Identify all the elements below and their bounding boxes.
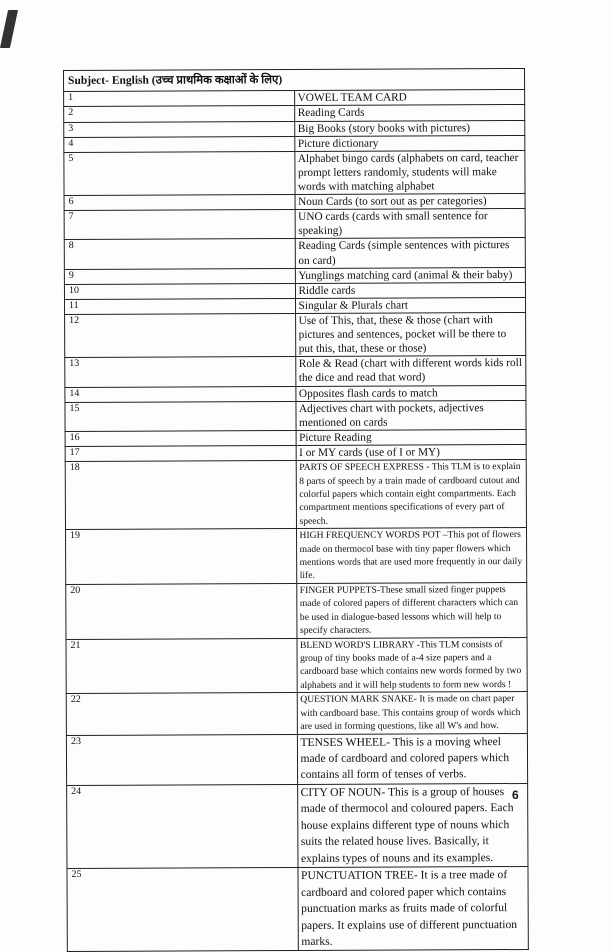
row-text: I or MY cards (use of I or MY) — [296, 444, 527, 460]
page-number: 6 — [512, 788, 519, 802]
row-number: 25 — [67, 868, 298, 952]
row-number: 21 — [66, 638, 297, 694]
row-text: TENSES WHEEL- This is a moving wheel made of cardboard and colored papers which contains all form of tenses of verbs. — [297, 733, 528, 784]
table-row — [66, 637, 527, 694]
row-number: 1 — [64, 91, 295, 107]
row-text: Alphabet bingo cards (alphabets on card, teacher prompt letters randomly, students will make words with matching alphabet — [294, 150, 525, 194]
table-row — [66, 528, 527, 585]
row-number: 24 — [67, 784, 298, 868]
row-text: BLEND WORD'S LIBRARY -This TLM consists of group of tiny books made of a-4 size papers and a cardboard base which contains new words formed by two alphabets and it will help students to form new words ! — [296, 637, 527, 693]
row-text: PARTS OF SPEECH EXPRESS - This TLM is to explain 8 parts of speech by a train made of cardboard cutout and colorful papers which contain eight compartments. Each compartment mentions specifications of every part of speech. — [296, 460, 527, 529]
row-number: 9 — [64, 268, 295, 284]
row-number: 19 — [66, 529, 297, 585]
subject-header-row — [64, 68, 525, 91]
table-row — [65, 356, 526, 387]
row-number: 12 — [65, 314, 296, 358]
row-number: 14 — [65, 386, 296, 402]
row-number: 16 — [65, 430, 296, 446]
row-text: FINGER PUPPETS-These small sized finger puppets made of colored papers of different characters which can be used in dialogue-based lessons which will help to specify characters. — [296, 582, 527, 638]
row-number: 3 — [64, 121, 295, 137]
table-row — [64, 120, 525, 137]
table-row — [66, 692, 527, 735]
row-text: Reading Cards (simple sentences with pictures on card) — [295, 238, 526, 268]
row-text: HIGH FREQUENCY WORDS POT –This pot of flowers made on thermocol base with tiny paper flowers which mentions words that are used more frequently in our daily life. — [296, 528, 527, 584]
row-text: Riddle cards — [295, 282, 526, 298]
row-number: 13 — [65, 357, 296, 387]
row-number: 15 — [65, 401, 296, 431]
row-number: 6 — [64, 195, 295, 211]
row-text: CITY OF NOUN- This is a group of houses made of thermocol and coloured papers. Each house explains different type of nouns which suits the related house lives. Basically, it explains types of nouns and its examples. — [297, 783, 528, 867]
row-number: 23 — [66, 734, 297, 785]
row-number: 17 — [65, 445, 296, 461]
row-text: Singular & Plurals chart — [295, 297, 526, 313]
row-text: Picture dictionary — [294, 135, 525, 151]
row-text: Use of This, that, these & those (chart with pictures and sentences, pocket will be there to put this, that, these or those) — [295, 312, 526, 356]
table-row — [65, 312, 526, 357]
row-text: Adjectives chart with pockets, adjectives mentioned on cards — [295, 400, 526, 430]
row-text: Opposites flash cards to match — [295, 385, 526, 401]
table-row — [67, 867, 528, 952]
row-number: 18 — [65, 461, 296, 530]
row-text: Noun Cards (to sort out as per categories) — [295, 194, 526, 210]
row-text: UNO cards (cards with small sentence for speaking) — [295, 209, 526, 239]
row-text: Role & Read (chart with different words kids roll the dice and read that word) — [295, 356, 526, 386]
row-text: Reading Cards — [294, 105, 525, 121]
table-row — [64, 267, 525, 284]
row-text: QUESTION MARK SNAKE- It is made on chart paper with cardboard base. This contains group of words which are used in forming questions, like all W's and how. — [297, 692, 528, 734]
row-number: 5 — [64, 151, 295, 195]
row-number: 10 — [64, 283, 295, 299]
row-number: 7 — [64, 210, 295, 240]
row-text: Yunglings matching card (animal & their baby) — [295, 267, 526, 283]
row-number: 22 — [66, 693, 297, 735]
row-number: 8 — [64, 239, 295, 269]
row-text: PUNCTUATION TREE- It is a tree made of cardboard and colored paper which contains punctuation marks as fruits made of colorful papers. It explains use of different punctuation marks. — [297, 867, 528, 951]
row-text: Picture Reading — [296, 429, 527, 445]
table-row — [64, 194, 525, 211]
table-row — [67, 783, 528, 868]
table-row — [65, 460, 526, 530]
row-number: 20 — [66, 583, 297, 639]
table-row — [66, 733, 527, 785]
table-row — [66, 582, 527, 639]
row-text: Big Books (story books with pictures) — [294, 120, 525, 136]
row-number: 4 — [64, 136, 295, 152]
tlm-table — [63, 68, 529, 952]
table-row — [64, 209, 525, 240]
table-row — [65, 400, 526, 431]
row-number: 2 — [64, 106, 295, 122]
table-row — [64, 150, 525, 195]
scan-edge-mark — [0, 10, 18, 48]
row-number: 11 — [65, 298, 296, 314]
subject-header: Subject- English (उच्च प्राथमिक कक्षाओं के लिए) — [64, 68, 525, 91]
row-text: VOWEL TEAM CARD — [294, 90, 525, 106]
table-row — [64, 238, 525, 269]
